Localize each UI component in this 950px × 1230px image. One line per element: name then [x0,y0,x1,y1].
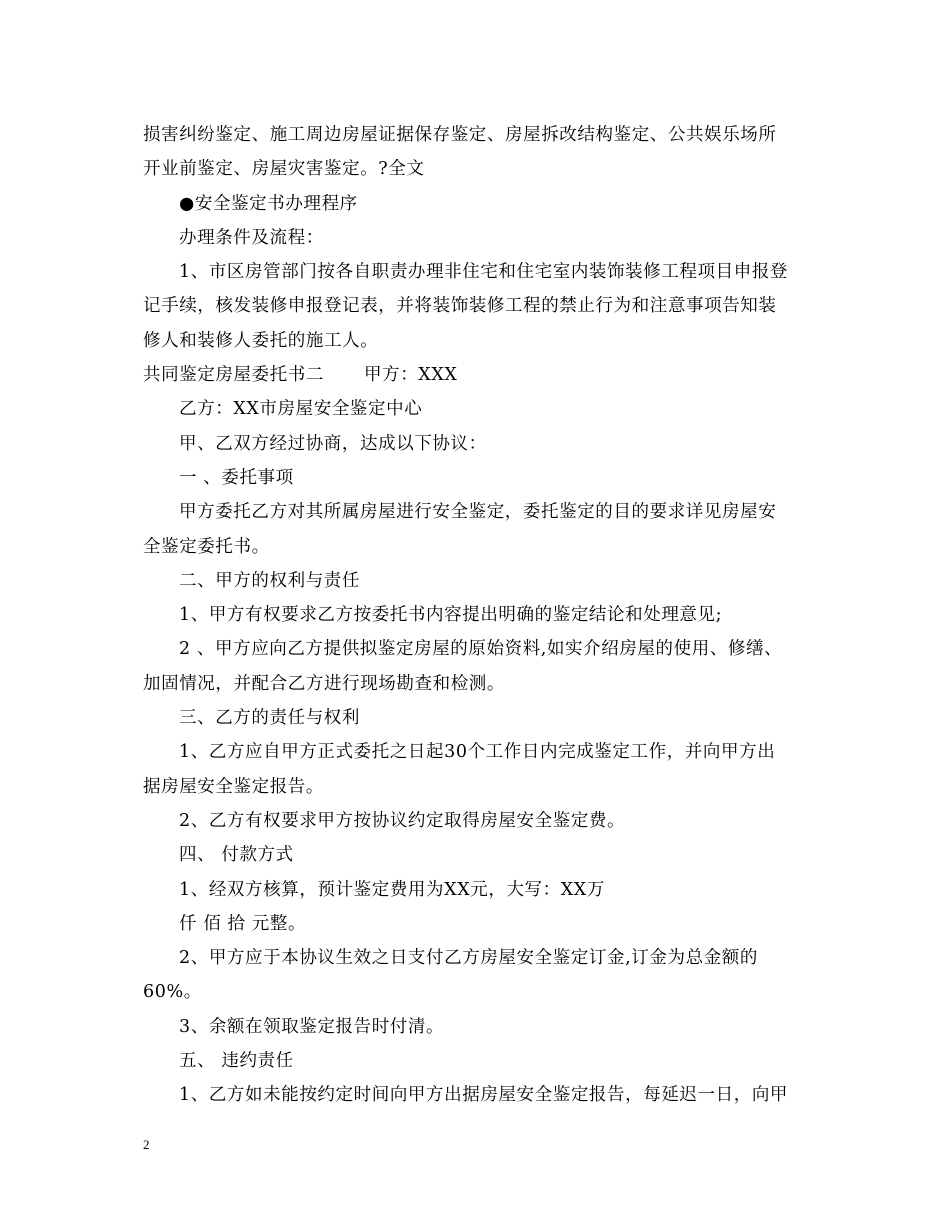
document-title: 共同鉴定房屋委托书二 [143,365,324,386]
section-heading: 一 、委托事项 [179,467,294,488]
text-line: 1、乙方如未能按约定时间向甲方出据房屋安全鉴定报告，每延迟一日，向甲 [179,1085,789,1106]
text-line: 1、甲方有权要求乙方按委托书内容提出明确的鉴定结论和处理意见; [179,605,723,626]
party-a: 甲方：XXX [364,365,458,386]
text-line: 据房屋安全鉴定报告。 [143,776,324,797]
text-line: 仟 佰 拾 元整。 [179,913,307,934]
document-body [143,118,813,1113]
text-line: 甲、乙双方经过协商，达成以下协议： [179,433,487,454]
text-line: 3、余额在领取鉴定报告时付清。 [179,1016,445,1037]
document-title-line [143,358,813,392]
text-line: 开业前鉴定、房屋灾害鉴定。?全文 [143,159,425,180]
text-line: 加固情况，并配合乙方进行现场勘查和检测。 [143,673,505,694]
text-line: 2、甲方应于本协议生效之日支付乙方房屋安全鉴定订金,订金为总金额的 [179,948,758,969]
text-line: 60%。 [143,982,202,1003]
section-heading: 二、甲方的权利与责任 [179,570,360,591]
text-line: 损害纠纷鉴定、施工周边房屋证据保存鉴定、房屋拆改结构鉴定、公共娱乐场所 [143,125,777,145]
text-line: 2、乙方有权要求甲方按协议约定取得房屋安全鉴定费。 [179,810,626,831]
section-heading: 三、乙方的责任与权利 [179,708,360,729]
section-heading: 四、 付款方式 [179,845,294,866]
text-line: 记手续，核发装修申报登记表，并将装饰装修工程的禁止行为和注意事项告知装 [143,296,777,317]
text-line: 修人和装修人委托的施工人。 [143,330,379,351]
text-line: 甲方委托乙方对其所属房屋进行安全鉴定，委托鉴定的目的要求详见房屋安 [179,502,777,523]
text-line: 办理条件及流程： [179,227,324,248]
text-line: 全鉴定委托书。 [143,536,270,557]
text-line: 1、经双方核算，预计鉴定费用为XX元，大写：XX万 [179,879,605,900]
section-heading: ●安全鉴定书办理程序 [179,193,358,214]
text-line: 1、市区房管部门按各自职责办理非住宅和住宅室内装饰装修工程项目申报登 [179,262,789,283]
page-number: 2 [143,1137,150,1152]
party-b: 乙方：XX市房屋安全鉴定中心 [179,399,423,420]
text-line: 2 、甲方应向乙方提供拟鉴定房屋的原始资料,如实介绍房屋的使用、修缮、 [179,639,783,660]
text-line: 1、乙方应自甲方正式委托之日起30个工作日内完成鉴定工作，并向甲方出 [179,742,776,763]
section-heading: 五、 违约责任 [179,1051,294,1072]
